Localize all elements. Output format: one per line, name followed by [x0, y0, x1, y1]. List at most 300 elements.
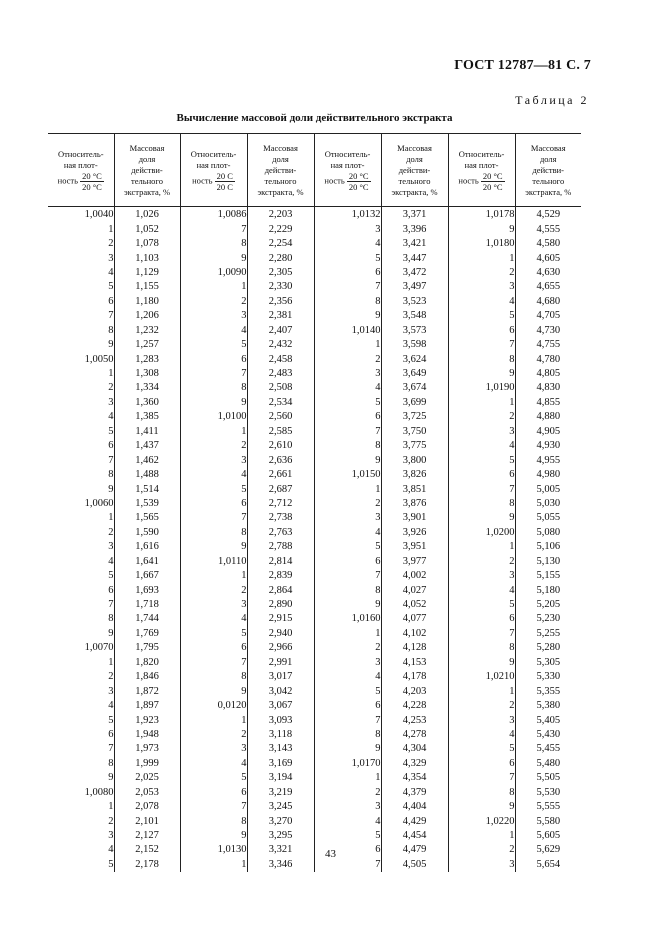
extract-value-cell: 4,102 [381, 627, 448, 641]
extract-value-cell: 5,130 [515, 555, 581, 569]
density-cell: 9 [241, 685, 247, 697]
density-cell: 2 [241, 584, 247, 596]
extract-value-cell: 3,548 [381, 309, 448, 323]
extract-value-cell: 4,780 [515, 352, 581, 366]
density-cell: 5 [509, 743, 515, 755]
density-cell: 1,0090 [217, 266, 247, 278]
extract-value-cell: 2,839 [247, 569, 314, 583]
extract-value-cell: 5,155 [515, 569, 581, 583]
table-row [48, 641, 581, 655]
extract-value-cell: 3,674 [381, 381, 448, 395]
density-cell: 4 [108, 266, 114, 278]
table-row [48, 367, 581, 381]
density-cell: 5 [375, 396, 381, 408]
table-row [48, 511, 581, 525]
extract-value-cell: 5,280 [515, 641, 581, 655]
extract-value-cell: 2,432 [247, 338, 314, 352]
density-cell: 1,0180 [485, 238, 515, 250]
density-cell: 6 [509, 469, 515, 481]
extract-value-cell: 3,447 [381, 251, 448, 265]
extract-value-cell: 4,479 [381, 843, 448, 857]
table-row [48, 569, 581, 583]
density-cell: 1 [241, 714, 247, 726]
extract-value-cell: 5,480 [515, 757, 581, 771]
extract-value-cell: 4,805 [515, 367, 581, 381]
density-cell: 9 [509, 368, 515, 380]
extract-value-cell: 1,973 [114, 742, 180, 756]
density-cell: 3 [108, 541, 114, 553]
table-row [48, 468, 581, 482]
extract-value-cell: 3,800 [381, 453, 448, 467]
density-cell: 4 [375, 238, 381, 250]
density-column-header: Относитель- ная плот- ность $\frac{20 ^\circ C}{20 ^\circ C}$ [48, 134, 114, 207]
table-row [48, 829, 581, 843]
density-cell: 1,0150 [351, 469, 381, 481]
density-cell: 1 [241, 570, 247, 582]
table-header-row [48, 134, 581, 207]
extract-value-cell: 4,755 [515, 338, 581, 352]
extract-value-cell: 1,385 [114, 410, 180, 424]
density-cell: 3 [241, 310, 247, 322]
density-column-header: Относитель- ная плот- ность $\frac{20 С}{20 С}$ [180, 134, 247, 207]
table-title: Вычисление массовой доли действительного экстракта [176, 112, 453, 124]
extract-value-cell: 4,329 [381, 757, 448, 771]
density-cell: 9 [375, 310, 381, 322]
density-cell: 6 [375, 555, 381, 567]
table-row [48, 800, 581, 814]
table-row [48, 410, 581, 424]
density-cell: 2 [241, 295, 247, 307]
table-row [48, 612, 581, 626]
extract-fraction-column-header: Массовая доля действи- тельного экстракта, % [515, 134, 581, 207]
extract-value-cell: 1,360 [114, 396, 180, 410]
density-cell: 5 [375, 541, 381, 553]
density-cell: 1,0110 [218, 555, 247, 567]
density-cell: 5 [509, 310, 515, 322]
extract-value-cell: 4,304 [381, 742, 448, 756]
extract-value-cell: 1,565 [114, 511, 180, 525]
extract-value-cell: 2,687 [247, 482, 314, 496]
extract-value-cell: 2,712 [247, 497, 314, 511]
temperature-fraction: $\frac{20 ^\circ C}{20 ^\circ C}$ [482, 170, 503, 192]
extract-value-cell: 5,055 [515, 511, 581, 525]
extract-value-cell: 5,505 [515, 771, 581, 785]
extract-value-cell: 1,846 [114, 670, 180, 684]
extract-value-cell: 2,152 [114, 843, 180, 857]
extract-value-cell: 1,616 [114, 540, 180, 554]
density-cell: 7 [241, 801, 247, 813]
extract-value-cell: 5,405 [515, 713, 581, 727]
table-row [48, 497, 581, 511]
density-cell: 1 [509, 685, 515, 697]
density-cell: 8 [241, 382, 247, 394]
extract-value-cell: 3,118 [247, 728, 314, 742]
table-row [48, 656, 581, 670]
extract-value-cell: 4,052 [381, 598, 448, 612]
density-cell: 4 [108, 844, 114, 856]
density-cell: 5 [108, 570, 114, 582]
density-cell: 1,0210 [485, 671, 515, 683]
extract-value-cell: 2,127 [114, 829, 180, 843]
density-cell: 6 [241, 786, 247, 798]
density-cell: 7 [108, 743, 114, 755]
table-row [48, 757, 581, 771]
density-cell: 7 [509, 483, 515, 495]
density-cell: 7 [509, 627, 515, 639]
density-cell: 9 [241, 396, 247, 408]
density-cell: 5 [241, 772, 247, 784]
extract-value-cell: 4,680 [515, 295, 581, 309]
density-cell: 4 [375, 382, 381, 394]
density-cell: 1 [241, 425, 247, 437]
density-cell: 6 [241, 642, 247, 654]
extract-value-cell: 3,042 [247, 684, 314, 698]
extract-value-cell: 3,346 [247, 858, 314, 872]
extract-value-cell: 4,580 [515, 237, 581, 251]
extract-value-cell: 3,775 [381, 439, 448, 453]
density-cell: 9 [375, 743, 381, 755]
extract-value-cell: 3,093 [247, 713, 314, 727]
temperature-fraction: $\frac{20 С}{20 С}$ [216, 170, 233, 192]
extract-value-cell: 5,629 [515, 843, 581, 857]
table-row [48, 352, 581, 366]
table-row [48, 309, 581, 323]
density-cell: 3 [509, 858, 515, 870]
density-cell: 4 [509, 440, 515, 452]
density-cell: 9 [241, 830, 247, 842]
density-cell: 7 [108, 599, 114, 611]
extract-value-cell: 3,851 [381, 482, 448, 496]
density-cell: 5 [241, 339, 247, 351]
extract-value-cell: 2,585 [247, 425, 314, 439]
extract-value-cell: 5,330 [515, 670, 581, 684]
density-cell: 3 [108, 830, 114, 842]
extract-value-cell: 3,624 [381, 352, 448, 366]
density-cell: 5 [241, 483, 247, 495]
density-cell: 4 [375, 815, 381, 827]
extract-value-cell: 1,923 [114, 713, 180, 727]
table-row [48, 324, 581, 338]
table-row [48, 670, 581, 684]
extract-value-cell: 4,354 [381, 771, 448, 785]
density-cell: 1 [108, 656, 114, 668]
density-cell: 1 [509, 252, 515, 264]
density-cell: 8 [108, 469, 114, 481]
density-cell: 6 [375, 266, 381, 278]
density-cell: 7 [108, 454, 114, 466]
density-cell: 0,0120 [217, 700, 247, 712]
extract-value-cell: 1,129 [114, 266, 180, 280]
extract-value-cell: 5,080 [515, 526, 581, 540]
density-cell: 9 [108, 627, 114, 639]
table-row [48, 482, 581, 496]
extract-fraction-column-header: Массовая доля действи- тельного экстракта, % [381, 134, 448, 207]
extract-value-cell: 1,052 [114, 222, 180, 236]
extract-value-cell: 2,864 [247, 583, 314, 597]
extract-value-cell: 4,705 [515, 309, 581, 323]
table-row [48, 771, 581, 785]
extract-value-cell: 3,321 [247, 843, 314, 857]
density-cell: 3 [375, 801, 381, 813]
extract-value-cell: 1,693 [114, 583, 180, 597]
density-cell: 2 [108, 815, 114, 827]
table-row [48, 526, 581, 540]
standard-header: ГОСТ 12787—81 С. 7 [454, 58, 591, 73]
extract-value-cell: 5,230 [515, 612, 581, 626]
extract-value-cell: 1,180 [114, 295, 180, 309]
extract-value-cell: 2,254 [247, 237, 314, 251]
extract-value-cell: 3,573 [381, 324, 448, 338]
extract-fraction-column-header: Массовая доля действи- тельного экстракта, % [114, 134, 180, 207]
density-cell: 5 [509, 599, 515, 611]
extract-value-cell: 2,025 [114, 771, 180, 785]
extract-value-cell: 1,411 [114, 425, 180, 439]
density-cell: 2 [108, 671, 114, 683]
density-cell: 3 [375, 223, 381, 235]
density-cell: 4 [509, 584, 515, 596]
density-cell: 1,0050 [84, 353, 114, 365]
density-cell: 9 [241, 252, 247, 264]
density-cell: 1 [108, 368, 114, 380]
extract-value-cell: 5,580 [515, 814, 581, 828]
density-cell: 7 [375, 425, 381, 437]
density-cell: 1,0170 [351, 757, 381, 769]
extract-value-cell: 3,649 [381, 367, 448, 381]
extract-value-cell: 1,488 [114, 468, 180, 482]
density-cell: 7 [375, 858, 381, 870]
table-row [48, 396, 581, 410]
density-cell: 5 [108, 425, 114, 437]
density-cell: 5 [375, 830, 381, 842]
extract-value-cell: 4,730 [515, 324, 581, 338]
extract-value-cell: 4,027 [381, 583, 448, 597]
extract-value-cell: 2,178 [114, 858, 180, 872]
extract-value-cell: 3,598 [381, 338, 448, 352]
density-cell: 5 [375, 685, 381, 697]
density-cell: 8 [375, 295, 381, 307]
extract-value-cell: 3,295 [247, 829, 314, 843]
extract-value-cell: 4,630 [515, 266, 581, 280]
page-number: 43 [325, 848, 336, 860]
extract-value-cell: 4,454 [381, 829, 448, 843]
density-cell: 4 [509, 728, 515, 740]
density-cell: 8 [509, 353, 515, 365]
extract-value-cell: 5,430 [515, 728, 581, 742]
extract-value-cell: 2,407 [247, 324, 314, 338]
density-cell: 2 [108, 382, 114, 394]
density-cell: 2 [509, 411, 515, 423]
density-cell: 1 [241, 281, 247, 293]
extract-value-cell: 4,905 [515, 425, 581, 439]
extract-value-cell: 5,654 [515, 858, 581, 872]
density-cell: 1,0070 [84, 642, 114, 654]
density-cell: 2 [375, 353, 381, 365]
density-cell: 3 [241, 454, 247, 466]
density-cell: 8 [375, 440, 381, 452]
extract-value-cell: 3,523 [381, 295, 448, 309]
density-cell: 6 [108, 295, 114, 307]
density-cell: 6 [375, 411, 381, 423]
table-row [48, 237, 581, 251]
extract-value-cell: 2,483 [247, 367, 314, 381]
extract-value-cell: 5,180 [515, 583, 581, 597]
density-cell: 1 [375, 772, 381, 784]
table-row [48, 684, 581, 698]
extract-value-cell: 5,530 [515, 786, 581, 800]
extract-value-cell: 3,926 [381, 526, 448, 540]
extract-value-cell: 5,455 [515, 742, 581, 756]
extract-value-cell: 2,966 [247, 641, 314, 655]
extract-value-cell: 2,330 [247, 280, 314, 294]
extract-value-cell: 5,205 [515, 598, 581, 612]
density-cell: 1 [108, 512, 114, 524]
extract-value-cell: 2,636 [247, 453, 314, 467]
density-cell: 1,0190 [485, 382, 515, 394]
density-cell: 2 [375, 786, 381, 798]
extract-value-cell: 1,590 [114, 526, 180, 540]
density-cell: 2 [509, 700, 515, 712]
density-cell: 8 [241, 526, 247, 538]
density-cell: 5 [108, 714, 114, 726]
density-cell: 8 [241, 815, 247, 827]
density-column-header: Относитель- ная плот- ность $\frac{20 ^\circ C}{20 ^\circ C}$ [314, 134, 381, 207]
extract-value-cell: 1,718 [114, 598, 180, 612]
extract-value-cell: 3,371 [381, 207, 448, 223]
extract-value-cell: 4,855 [515, 396, 581, 410]
extract-value-cell: 2,991 [247, 656, 314, 670]
density-cell: 9 [509, 801, 515, 813]
extract-value-cell: 2,661 [247, 468, 314, 482]
temperature-fraction: $\frac{20 ^\circ C}{20 ^\circ C}$ [348, 170, 369, 192]
extract-value-cell: 5,380 [515, 699, 581, 713]
extract-value-cell: 1,999 [114, 757, 180, 771]
extract-value-cell: 2,814 [247, 555, 314, 569]
density-cell: 3 [375, 656, 381, 668]
extract-value-cell: 2,458 [247, 352, 314, 366]
density-cell: 2 [509, 555, 515, 567]
density-cell: 8 [509, 497, 515, 509]
density-cell: 7 [241, 368, 247, 380]
density-cell: 8 [509, 786, 515, 798]
extract-value-cell: 4,555 [515, 222, 581, 236]
density-cell: 4 [241, 613, 247, 625]
extract-value-cell: 2,890 [247, 598, 314, 612]
density-cell: 2 [509, 844, 515, 856]
extract-value-cell: 1,026 [114, 207, 180, 223]
density-cell: 8 [108, 757, 114, 769]
density-cell: 4 [375, 671, 381, 683]
table-label: Таблица 2 [515, 93, 589, 107]
extract-value-cell: 4,253 [381, 713, 448, 727]
extract-value-cell: 4,278 [381, 728, 448, 742]
density-cell: 1,0040 [84, 209, 114, 221]
density-cell: 3 [108, 252, 114, 264]
extract-value-cell: 3,876 [381, 497, 448, 511]
density-cell: 8 [241, 238, 247, 250]
extract-value-cell: 3,750 [381, 425, 448, 439]
density-cell: 7 [375, 570, 381, 582]
density-cell: 6 [509, 324, 515, 336]
extract-value-cell: 2,305 [247, 266, 314, 280]
table-row [48, 583, 581, 597]
density-cell: 5 [509, 454, 515, 466]
extract-value-cell: 1,514 [114, 482, 180, 496]
table-row [48, 555, 581, 569]
extract-value-cell: 3,194 [247, 771, 314, 785]
density-cell: 1 [375, 483, 381, 495]
density-cell: 6 [108, 584, 114, 596]
extract-value-cell: 4,930 [515, 439, 581, 453]
extract-value-cell: 4,505 [381, 858, 448, 872]
extract-value-cell: 1,795 [114, 641, 180, 655]
density-cell: 6 [108, 728, 114, 740]
density-cell: 8 [375, 728, 381, 740]
density-cell: 3 [375, 368, 381, 380]
extract-value-cell: 5,005 [515, 482, 581, 496]
extract-value-cell: 1,744 [114, 612, 180, 626]
density-cell: 4 [241, 757, 247, 769]
extract-value-cell: 4,655 [515, 280, 581, 294]
table-row [48, 280, 581, 294]
density-cell: 1 [108, 223, 114, 235]
extract-value-cell: 4,203 [381, 684, 448, 698]
extract-value-cell: 3,143 [247, 742, 314, 756]
density-cell: 9 [375, 454, 381, 466]
table-row [48, 453, 581, 467]
density-cell: 3 [509, 425, 515, 437]
density-cell: 9 [509, 656, 515, 668]
density-cell: 7 [108, 310, 114, 322]
extract-value-cell: 3,472 [381, 266, 448, 280]
extract-value-cell: 5,555 [515, 800, 581, 814]
density-cell: 3 [509, 570, 515, 582]
extract-value-cell: 1,103 [114, 251, 180, 265]
density-cell: 6 [241, 497, 247, 509]
density-cell: 2 [375, 642, 381, 654]
extract-value-cell: 3,396 [381, 222, 448, 236]
density-cell: 1,0080 [84, 786, 114, 798]
extract-value-cell: 4,980 [515, 468, 581, 482]
density-cell: 1 [375, 627, 381, 639]
extract-value-cell: 4,002 [381, 569, 448, 583]
extract-value-cell: 3,901 [381, 511, 448, 525]
extract-value-cell: 1,462 [114, 453, 180, 467]
extract-value-cell: 2,738 [247, 511, 314, 525]
extract-value-cell: 1,539 [114, 497, 180, 511]
density-cell: 1 [509, 541, 515, 553]
density-cell: 3 [241, 599, 247, 611]
density-cell: 7 [509, 772, 515, 784]
density-cell: 8 [375, 584, 381, 596]
extract-value-cell: 1,257 [114, 338, 180, 352]
density-cell: 1,0100 [217, 411, 247, 423]
density-cell: 1,0132 [351, 209, 381, 221]
extract-value-cell: 2,534 [247, 396, 314, 410]
density-cell: 9 [108, 339, 114, 351]
extract-value-cell: 5,106 [515, 540, 581, 554]
extract-value-cell: 4,880 [515, 410, 581, 424]
extract-value-cell: 1,232 [114, 324, 180, 338]
density-cell: 3 [509, 714, 515, 726]
density-extract-table [48, 133, 581, 872]
density-cell: 6 [509, 757, 515, 769]
table-row [48, 713, 581, 727]
table-row [48, 295, 581, 309]
table-row [48, 598, 581, 612]
density-cell: 4 [108, 555, 114, 567]
density-cell: 4 [241, 469, 247, 481]
density-cell: 2 [108, 238, 114, 250]
